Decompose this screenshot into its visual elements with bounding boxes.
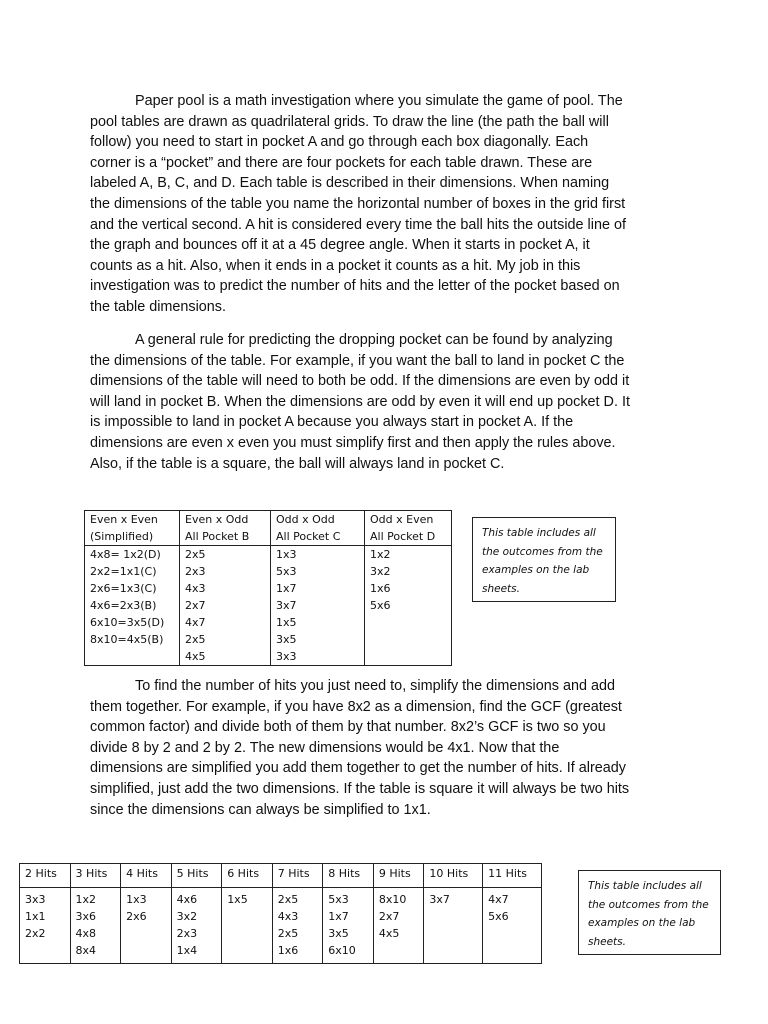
hits-table-header-row xyxy=(20,864,542,888)
table-cell: 4x3 xyxy=(180,580,271,597)
hits-table-note: This table includes all the outcomes from the examples on the lab sheets. xyxy=(578,870,721,955)
table-row xyxy=(85,614,452,631)
header-6-hits: 6 Hits xyxy=(222,864,273,888)
table-cell xyxy=(85,648,180,666)
pocket-table-header-row xyxy=(85,511,452,546)
table-cell: 2x3 xyxy=(180,563,271,580)
table-cell: 3x3 xyxy=(271,648,365,666)
header-3-hits: 3 Hits xyxy=(70,864,121,888)
hits-cell-10: 3x7 xyxy=(424,888,483,964)
header-even-even: Even x Even (Simplified) xyxy=(85,511,180,546)
table-cell: 6x10=3x5(D) xyxy=(85,614,180,631)
table-cell: 3x7 xyxy=(271,597,365,614)
table-cell: 3x5 xyxy=(271,631,365,648)
hits-outcomes-table xyxy=(19,863,542,964)
table-cell xyxy=(365,631,452,648)
table-cell: 4x7 xyxy=(180,614,271,631)
pocket-outcomes-table xyxy=(84,510,452,666)
table-cell: 1x7 xyxy=(271,580,365,597)
table-row xyxy=(85,631,452,648)
hits-cell-11: 4x7 5x6 xyxy=(483,888,542,964)
table-cell: 1x6 xyxy=(365,580,452,597)
table-row xyxy=(85,648,452,666)
table-cell: 3x2 xyxy=(365,563,452,580)
pocket-rule-paragraph: A general rule for predicting the dropping pocket can be found by analyzing the dimensions of the table. For example, if you want the ball to land in pocket C the dimensions of the table will need to both be odd. If the dimensions are even by odd it will land in pocket B. When the dimensions are odd by even it will end up pocket D. It is impossible to land in pocket A because you always start in pocket A. If the dimensions are even x even you must simplify first and then apply the rules above. Also, if the table is a square, the ball will always land in pocket C. xyxy=(90,332,630,472)
table-cell: 2x5 xyxy=(180,631,271,648)
header-5-hits: 5 Hits xyxy=(171,864,222,888)
intro-paragraph: Paper pool is a math investigation where you simulate the game of pool. The pool tables are drawn as quadrilateral grids. To draw the line (the path the ball will follow) you need to start in pocket A and go through each box diagonally. Each corner is a “pocket” and there are four pockets for each table drawn. These are labeled A, B, C, and D. Each table is described in their dimensions. When naming the dimensions of the table you name the horizontal number of boxes in the grid first and the vertical second. A hit is considered every time the ball hits the outside line of the graph and bounces off it at a 45 degree angle. When it starts in pocket A, it counts as a hit. Also, when it ends in a pocket it counts as a hit. My job in this investigation was to predict the number of hits and the letter of the pocket based on the table dimensions. xyxy=(90,93,626,315)
pocket-table-note: This table includes all the outcomes from the examples on the lab sheets. xyxy=(472,517,616,602)
hits-cell-8: 5x3 1x7 3x5 6x10 xyxy=(323,888,374,964)
table-cell xyxy=(365,614,452,631)
header-11-hits: 11 Hits xyxy=(483,864,542,888)
header-odd-odd: Odd x Odd All Pocket C xyxy=(271,511,365,546)
header-even-odd: Even x Odd All Pocket B xyxy=(180,511,271,546)
table-cell: 1x2 xyxy=(365,546,452,564)
table-cell: 8x10=4x5(B) xyxy=(85,631,180,648)
hits-cell-6: 1x5 xyxy=(222,888,273,964)
hits-cell-9: 8x10 2x7 4x5 xyxy=(373,888,424,964)
table-cell: 2x6=1x3(C) xyxy=(85,580,180,597)
hits-cell-7: 2x5 4x3 2x5 1x6 xyxy=(272,888,323,964)
table-cell: 1x3 xyxy=(271,546,365,564)
table-row xyxy=(85,580,452,597)
table-cell: 2x2=1x1(C) xyxy=(85,563,180,580)
table-cell: 4x8= 1x2(D) xyxy=(85,546,180,564)
table-row xyxy=(20,888,542,964)
hits-cell-3: 1x2 3x6 4x8 8x4 xyxy=(70,888,121,964)
hits-cell-4: 1x3 2x6 xyxy=(121,888,172,964)
header-10-hits: 10 Hits xyxy=(424,864,483,888)
hits-cell-2: 3x3 1x1 2x2 xyxy=(20,888,71,964)
table-cell xyxy=(365,648,452,666)
table-cell: 4x6=2x3(B) xyxy=(85,597,180,614)
table-cell: 2x5 xyxy=(180,546,271,564)
hits-rule-paragraph: To find the number of hits you just need to, simplify the dimensions and add them together. For example, if you have 8x2 as a dimension, find the GCF (greatest common factor) and divide both of them by that number. 8x2’s GCF is two so you divide 8 by 2 and 2 by 2. The new dimensions would be 4x1. Now that the dimensions are simplified you add them together to get the number of hits. If already simplified, just add the two dimensions. If the table is square it will always be two hits since the dimensions can always be simplified to 1x1. xyxy=(90,678,630,818)
table-cell: 2x7 xyxy=(180,597,271,614)
table-cell: 4x5 xyxy=(180,648,271,666)
table-row xyxy=(85,563,452,580)
hits-cell-5: 4x6 3x2 2x3 1x4 xyxy=(171,888,222,964)
table-cell: 1x5 xyxy=(271,614,365,631)
table-cell: 5x6 xyxy=(365,597,452,614)
table-row xyxy=(85,597,452,614)
header-7-hits: 7 Hits xyxy=(272,864,323,888)
table-row xyxy=(85,546,452,564)
header-9-hits: 9 Hits xyxy=(373,864,424,888)
header-4-hits: 4 Hits xyxy=(121,864,172,888)
header-odd-even: Odd x Even All Pocket D xyxy=(365,511,452,546)
header-8-hits: 8 Hits xyxy=(323,864,374,888)
table-cell: 5x3 xyxy=(271,563,365,580)
header-2-hits: 2 Hits xyxy=(20,864,71,888)
